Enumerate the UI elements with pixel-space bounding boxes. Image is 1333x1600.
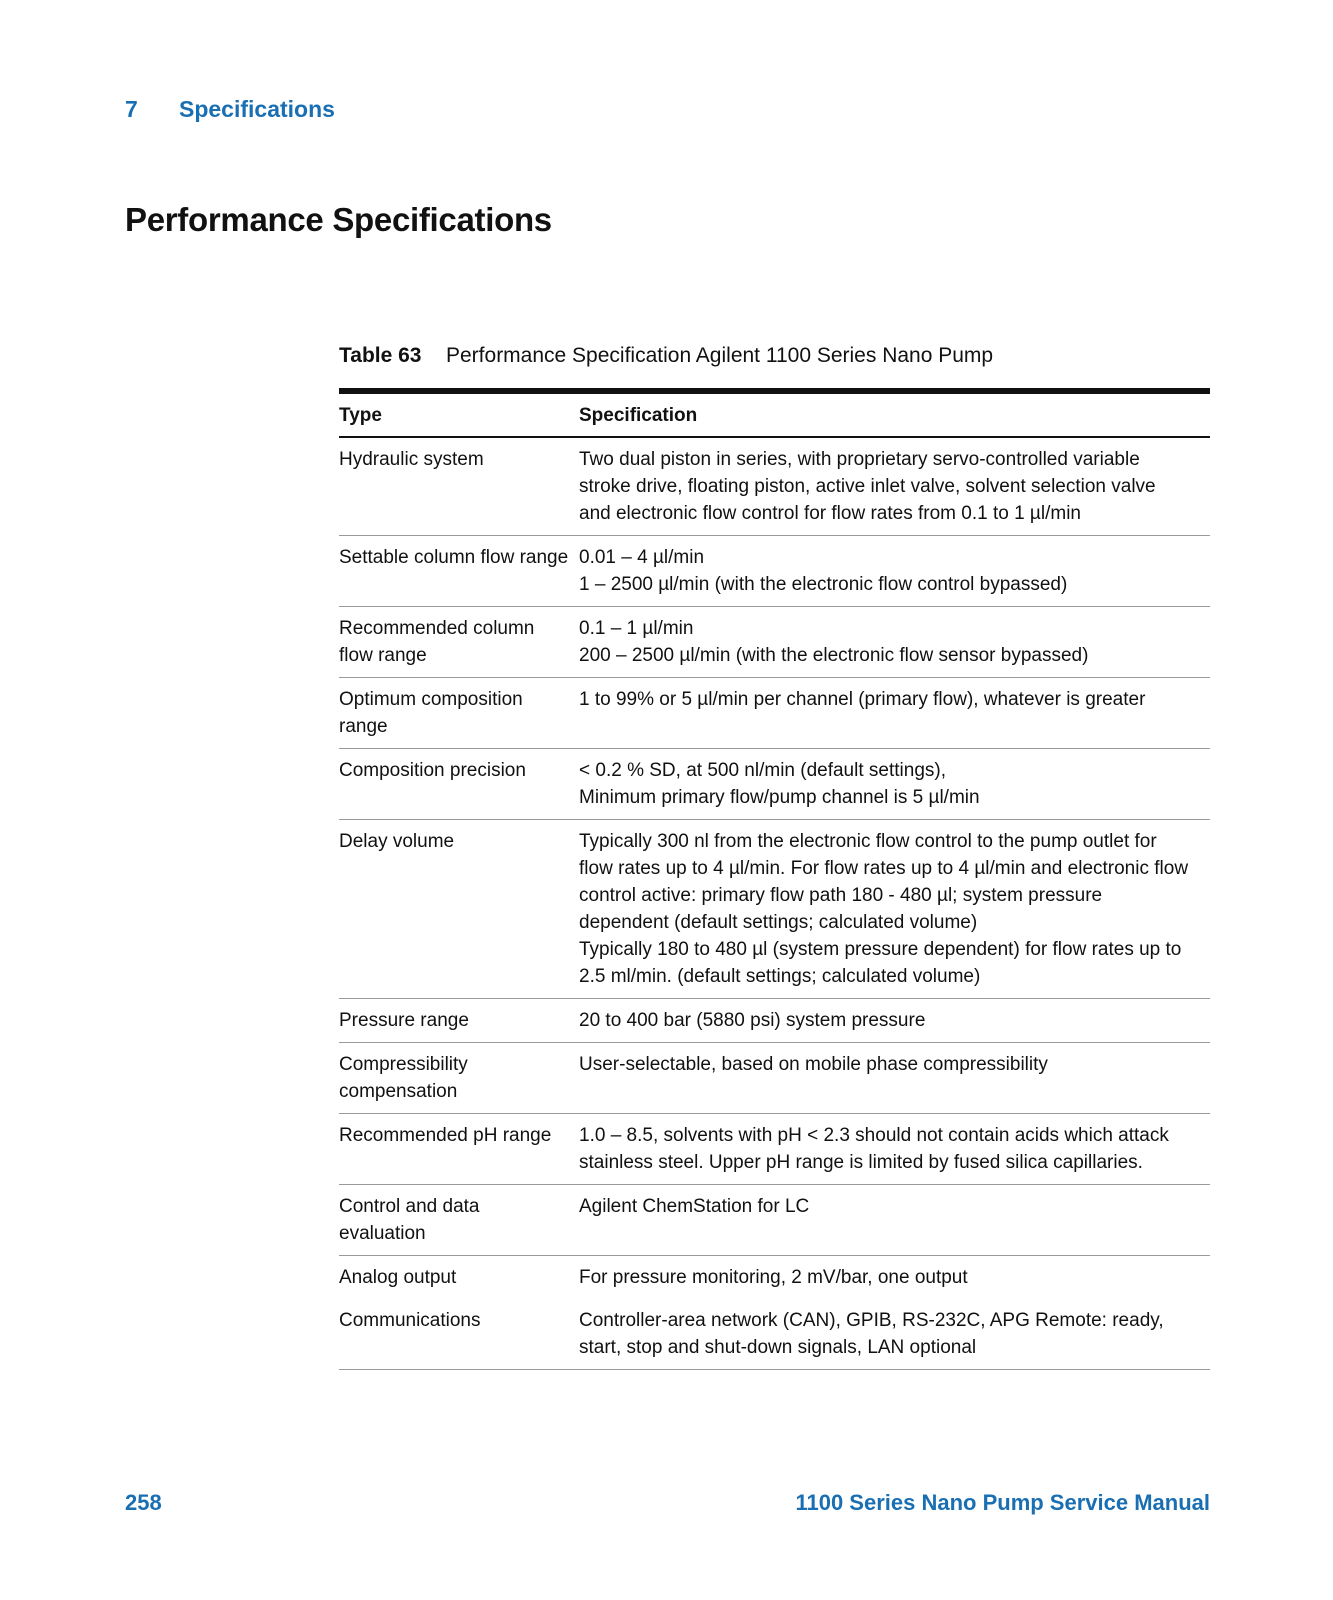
- row-spec-cell: [579, 1299, 1210, 1370]
- row-spec-cell: [579, 820, 1210, 999]
- row-type-cell: Recommended column flow range: [339, 607, 579, 678]
- spec-line: Agilent ChemStation for LC: [579, 1196, 810, 1217]
- spec-line: 0.1 – 1 µl/min: [579, 618, 694, 639]
- manual-title: 1100 Series Nano Pump Service Manual: [795, 1490, 1210, 1515]
- row-spec-cell: [579, 749, 1210, 820]
- column-header-type: Type: [339, 391, 579, 437]
- table-caption: [339, 344, 993, 368]
- row-spec-cell: [579, 1185, 1210, 1256]
- chapter-title: Specifications: [179, 96, 335, 122]
- table-row: [339, 1299, 1210, 1370]
- row-spec-cell: [579, 536, 1210, 607]
- spec-line: Typically 300 nl from the electronic flow control to the pump outlet for flow rates up to 4 µl/min. For flow rates up to 4 µl/min and electronic flow control active: primary flow path 180 - 480 µl; system pressure dependent (default settings; calculated volume): [579, 831, 1189, 933]
- page-title: Performance Specifications: [125, 201, 552, 238]
- table-caption-text: Performance Specification Agilent 1100 Series Nano Pump: [446, 344, 994, 367]
- spec-line: 200 – 2500 µl/min (with the electronic flow sensor bypassed): [579, 645, 1089, 666]
- spec-line: Typically 180 to 480 µl (system pressure dependent) for flow rates up to 2.5 ml/min. (default settings; calculated volume): [579, 939, 1182, 987]
- row-type-cell: Composition precision: [339, 749, 579, 820]
- row-type-cell: Analog output: [339, 1267, 457, 1288]
- spec-line: 1 to 99% or 5 µl/min per channel (primary flow), whatever is greater: [579, 689, 1146, 710]
- row-type-cell: Compressibility compensation: [339, 1043, 579, 1114]
- spec-line: 1.0 – 8.5, solvents with pH < 2.3 should not contain acids which attack stainless steel. Upper pH range is limited by fused silica capillaries.: [579, 1125, 1169, 1173]
- table-row: [339, 1043, 1210, 1114]
- spec-table: [339, 388, 1210, 1370]
- chapter-header: [125, 96, 335, 123]
- spec-line: For pressure monitoring, 2 mV/bar, one output: [579, 1267, 968, 1288]
- row-type-cell: Pressure range: [339, 999, 579, 1043]
- row-spec-cell: [579, 1256, 1210, 1300]
- row-type-cell: Communications: [339, 1299, 579, 1370]
- table-row: [339, 999, 1210, 1043]
- table-row: [339, 1114, 1210, 1185]
- row-type-cell: Control and data evaluation: [339, 1185, 579, 1256]
- row-type-cell: Optimum composition range: [339, 678, 579, 749]
- row-type-cell: Hydraulic system: [339, 437, 579, 536]
- row-spec-cell: [579, 437, 1210, 536]
- table-row: [339, 1185, 1210, 1256]
- spec-line: 1 – 2500 µl/min (with the electronic flow control bypassed): [579, 574, 1068, 595]
- spec-line: 20 to 400 bar (5880 psi) system pressure: [579, 1010, 926, 1031]
- table-header-row: [339, 391, 1210, 437]
- spec-line: < 0.2 % SD, at 500 nl/min (default settings),: [579, 760, 946, 781]
- spec-line: Minimum primary flow/pump channel is 5 µl/min: [579, 787, 980, 808]
- table-row: [339, 607, 1210, 678]
- table-body: [339, 437, 1210, 1370]
- table-row: [339, 1256, 1210, 1300]
- page-number: 258: [125, 1490, 162, 1515]
- table-label: Table 63: [339, 344, 422, 367]
- table-row: [339, 749, 1210, 820]
- row-spec-cell: [579, 1114, 1210, 1185]
- chapter-number: 7: [125, 96, 138, 122]
- spec-line: Controller-area network (CAN), GPIB, RS-232C, APG Remote: ready, start, stop and shut-down signals, LAN optional: [579, 1310, 1164, 1358]
- row-spec-cell: [579, 999, 1210, 1043]
- table-row: [339, 820, 1210, 999]
- row-type-cell: Recommended pH range: [339, 1114, 579, 1185]
- column-header-specification: Specification: [579, 391, 1210, 437]
- table-row: [339, 437, 1210, 536]
- spec-line: User-selectable, based on mobile phase compressibility: [579, 1054, 1048, 1075]
- spec-line: Two dual piston in series, with proprietary servo-controlled variable stroke drive, floating piston, active inlet valve, solvent selection valve and electronic flow control for flow rates from 0.1 to 1 µl/min: [579, 449, 1156, 524]
- row-type-cell: Delay volume: [339, 820, 579, 999]
- row-spec-cell: [579, 678, 1210, 749]
- row-spec-cell: [579, 1043, 1210, 1114]
- table-row: [339, 678, 1210, 749]
- table-row: [339, 536, 1210, 607]
- spec-line: 0.01 – 4 µl/min: [579, 547, 705, 568]
- row-spec-cell: [579, 607, 1210, 678]
- row-type-cell: Settable column flow range: [339, 536, 579, 607]
